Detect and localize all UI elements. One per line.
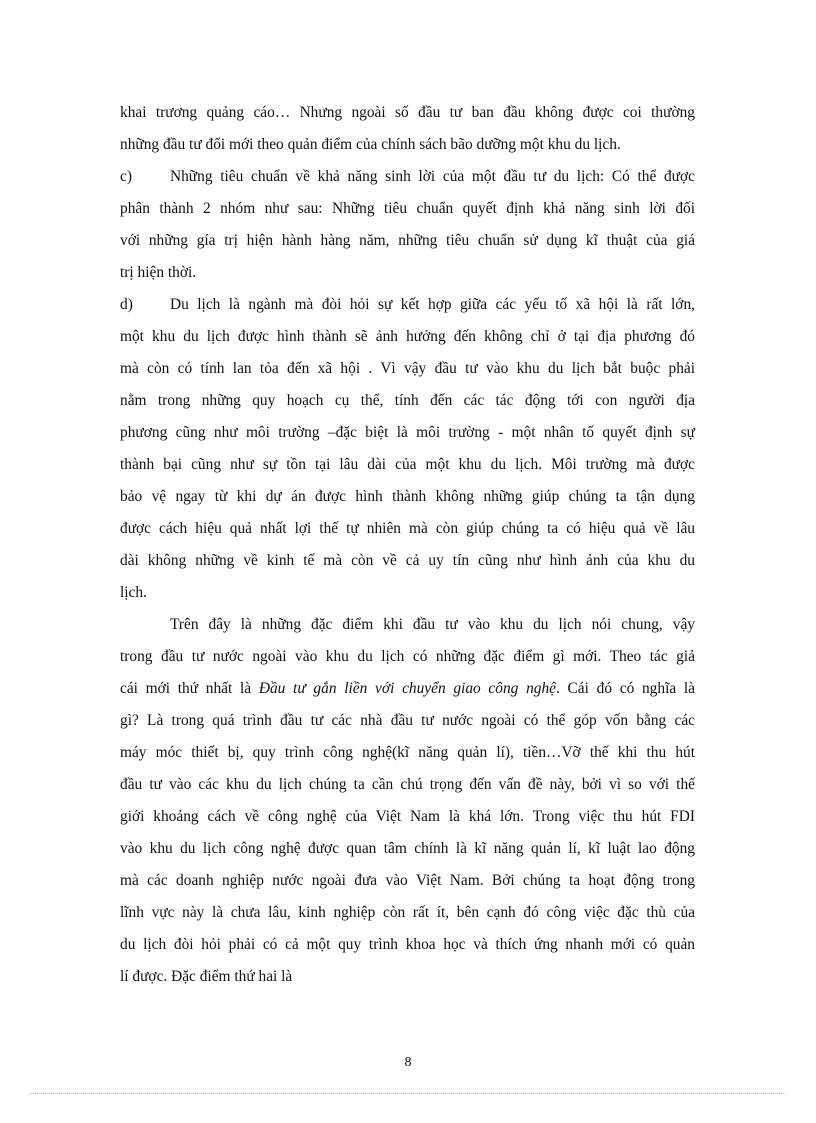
text-line: được cách hiệu quả nhất lợi thế tự nhiên mà còn giúp chúng ta có hiệu quả về lâu [120, 520, 695, 537]
italic-emphasis: Đầu tư gắn liền với chuyển giao công nghệ [258, 680, 556, 697]
text-line: phân thành 2 nhóm như sau: Những tiêu chuẩn quyết định khả năng sinh lời đối [120, 200, 695, 217]
page-number: 8 [404, 1055, 412, 1070]
list-label-d: d) [120, 296, 133, 313]
text-line: gì? Là trong quá trình đầu tư các nhà đầu tư nước ngoài có thể góp vốn bằng các [120, 712, 695, 729]
list-item-c-text: Những tiêu chuẩn về khả năng sinh lời của một đầu tư du lịch: Có thể được [170, 168, 695, 185]
text-fragment: . Cái đó có nghĩa là [555, 680, 695, 697]
text-line: đầu tư vào các khu du lịch chúng ta cần chú trọng đến vấn đề này, bởi vì so với thế [120, 776, 695, 793]
text-line: dài không những về kinh tế mà còn về cả uy tín cũng như hình ảnh của khu du [120, 552, 695, 569]
text-fragment: cái mới thứ nhất là [120, 680, 259, 697]
text-line: phương cũng như môi trường –đặc biệt là môi trường - một nhân tố quyết định sự [120, 424, 695, 441]
page-bottom-rule [30, 1093, 786, 1094]
list-item-d-text: Du lịch là ngành mà đòi hỏi sự kết hợp giữa các yếu tố xã hội là rất lớn, [170, 296, 695, 313]
text-line: Trên đây là những đặc điểm khi đầu tư vào khu du lịch nói chung, vậy [170, 616, 695, 633]
text-line: thành bại cũng như sự tồn tại lâu dài của một khu du lịch. Môi trường mà được [120, 456, 695, 473]
text-line: nằm trong những quy hoạch cụ thể, tính đến các tác động tới con người địa [120, 392, 695, 409]
text-line: một khu du lịch được hình thành sẽ ảnh hưởng đến không chỉ ở tại địa phương đó [120, 328, 695, 345]
text-line: bảo vệ ngay từ khi dự án được hình thành không những giúp chúng ta tận dụng [120, 488, 695, 505]
text-line: với những gía trị hiện hành hàng năm, những tiêu chuẩn sử dụng kĩ thuật của giá [120, 232, 695, 249]
text-line: mà còn có tính lan tỏa đến xã hội . Vì vậy đầu tư vào khu du lịch bắt buộc phải [120, 360, 695, 377]
text-line: vào khu du lịch công nghệ được quan tâm chính là kĩ năng quản lí, kĩ luật lao động [120, 840, 695, 857]
text-line: du lịch đòi hỏi phải có cả một quy trình khoa học và thích ứng nhanh mới có quản [120, 936, 695, 953]
text-line: máy móc thiết bị, quy trình công nghệ(kĩ năng quản lí), tiền…Vỡ thế khi thu hút [120, 744, 695, 761]
text-line: trị hiện thời. [120, 264, 197, 281]
text-line: giới khoảng cách về công nghệ của Việt Nam là khá lớn. Trong việc thu hút FDI [120, 808, 695, 825]
text-line: khai trương quảng cáo… Nhưng ngoài số đầu tư ban đầu không được coi thường [120, 104, 695, 121]
text-line: trong đầu tư nước ngoài vào khu du lịch có những đặc điểm gì mới. Theo tác giả [120, 648, 695, 665]
text-line: mà các doanh nghiệp nước ngoài đưa vào Việt Nam. Bởi chúng ta hoạt động trong [120, 872, 695, 889]
text-line: lĩnh vực này là chưa lâu, kinh nghiệp còn rất ít, bên cạnh đó công việc đặc thù của [120, 904, 695, 921]
text-line: lịch. [120, 584, 147, 601]
text-line-with-italic [120, 677, 695, 701]
text-line: những đầu tư đổi mới theo quản điểm của chính sách bão dưỡng một khu du lịch. [120, 136, 621, 153]
text-line: lí được. Đặc điểm thứ hai là [120, 968, 293, 985]
list-label-c: c) [120, 168, 132, 185]
